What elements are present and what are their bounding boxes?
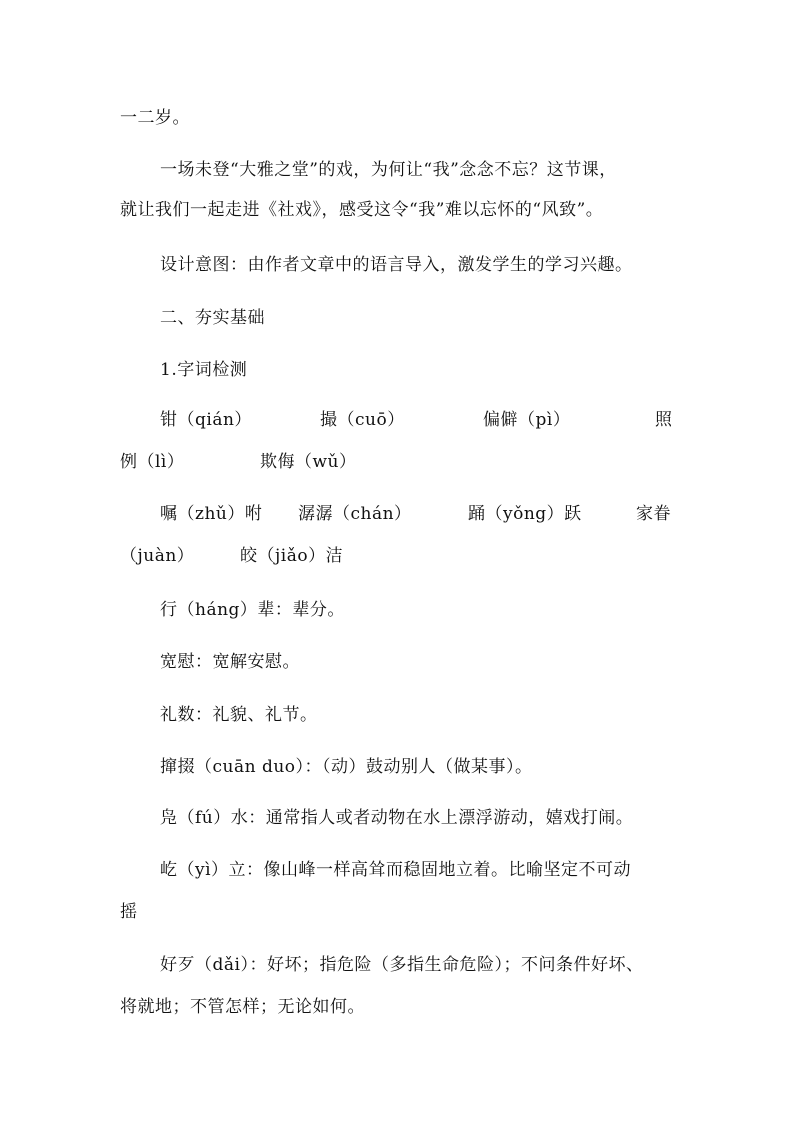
vocab-item: 偏僻（pì） xyxy=(483,410,571,430)
design-intent: 设计意图：由作者文章中的语言导入，激发学生的学习兴趣。 xyxy=(160,255,633,275)
intro-paragraph-line-2: 就让我们一起走进《社戏》，感受这令“我”难以忘怀的“风致”。 xyxy=(120,200,604,220)
definition-item: 屹（yì）立：像山峰一样高耸而稳固地立着。比喻坚定不可动 xyxy=(160,860,632,880)
vocab-item: 皎（jiǎo）洁 xyxy=(240,546,344,566)
subsection-heading: 1.字词检测 xyxy=(160,360,248,380)
vocab-item: 嘱（zhǔ）咐 xyxy=(160,504,263,524)
vocab-item: 潺潺（chán） xyxy=(298,504,412,524)
intro-paragraph-line-1: 一场未登“大雅之堂”的戏，为何让“我”念念不忘？这节课， xyxy=(160,160,617,180)
vocab-row-2 xyxy=(0,504,794,524)
section-heading: 二、夯实基础 xyxy=(160,308,265,328)
vocab-item: 踊（yǒng）跃 xyxy=(468,504,582,524)
vocab-item: 照 xyxy=(655,410,673,430)
definition-item: 宽慰：宽解安慰。 xyxy=(160,652,300,672)
vocab-item: 家眷 xyxy=(636,504,671,524)
vocab-item: 钳（qián） xyxy=(160,410,252,430)
vocab-row-1 xyxy=(0,410,794,430)
vocab-row-2-continued xyxy=(0,546,794,566)
vocab-row-1-continued xyxy=(0,452,794,472)
definition-item: 凫（fú）水：通常指人或者动物在水上漂浮游动，嬉戏打闹。 xyxy=(160,808,634,828)
definition-item-continued: 将就地；不管怎样；无论如何。 xyxy=(120,997,365,1017)
vocab-item: （juàn） xyxy=(120,546,195,566)
definition-item: 好歹（dǎi）：好坏；指危险（多指生命危险）；不问条件好坏、 xyxy=(160,955,644,975)
definition-item: 礼数：礼貌、礼节。 xyxy=(160,705,318,725)
definition-item: 撺掇（cuān duo）：（动）鼓动别人（做某事）。 xyxy=(160,757,533,777)
vocab-item: 例（lì） xyxy=(120,452,185,472)
vocab-item: 欺侮（wǔ） xyxy=(260,452,357,472)
vocab-item: 撮（cuō） xyxy=(320,410,405,430)
definition-item: 行（háng）辈：辈分。 xyxy=(160,600,345,620)
definition-item-continued: 摇 xyxy=(120,902,138,922)
paragraph-continuation: 一二岁。 xyxy=(120,108,190,128)
